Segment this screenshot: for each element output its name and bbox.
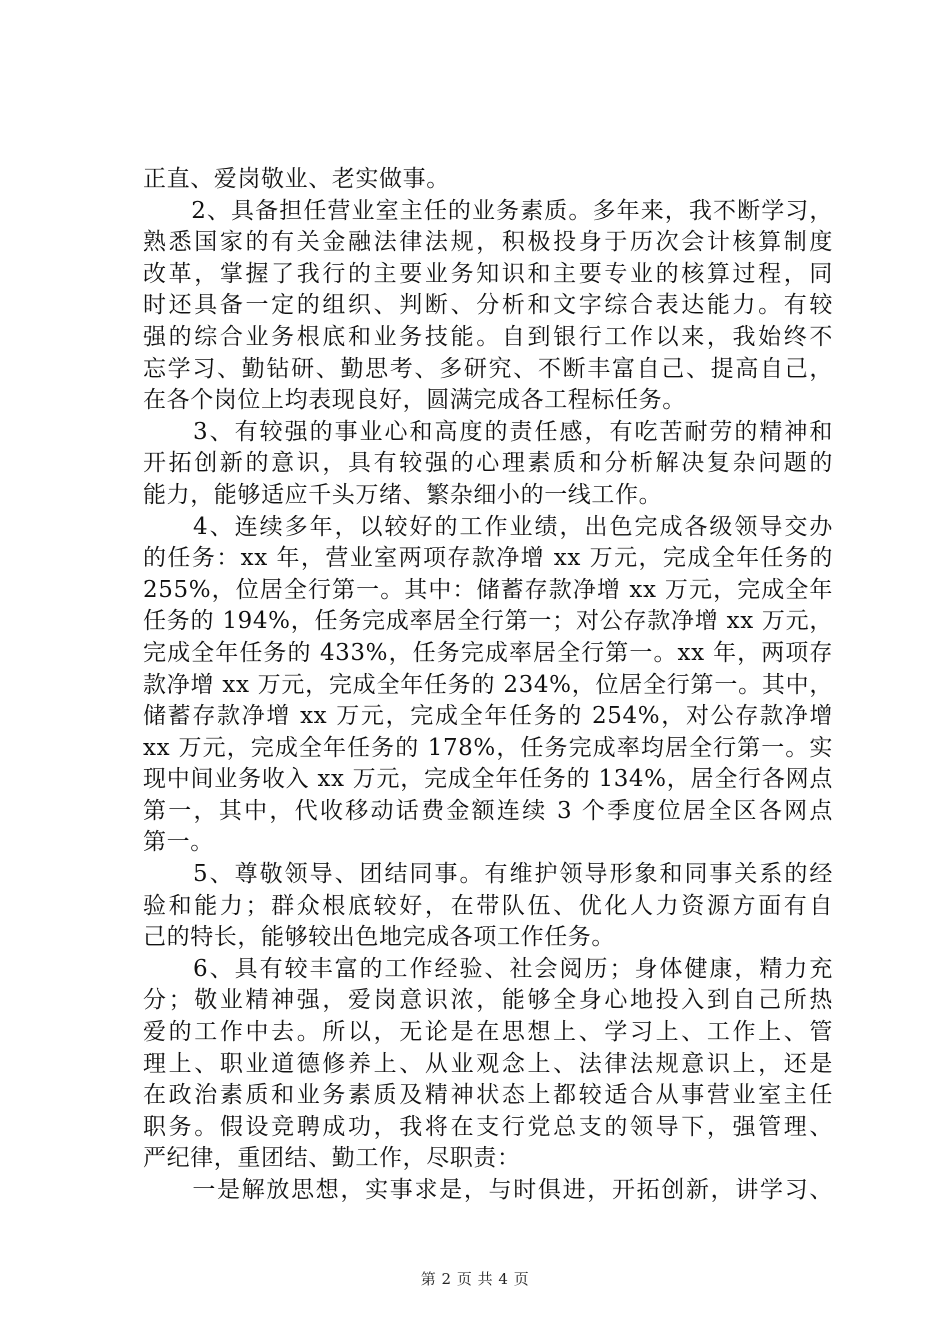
text-line: 职务。假设竞聘成功，我将在支行党总支的领导下，强管理、	[143, 1113, 833, 1140]
text-line: 己的特长，能够较出色地完成各项工作任务。	[143, 924, 615, 951]
text-line: 储蓄存款净增 xx 万元，完成全年任务的 254%，对公存款净增	[143, 703, 833, 730]
page-footer: 第 2 页 共 4 页	[420, 1270, 530, 1288]
text-line: 验和能力；群众根底较好，在带队伍、优化人力资源方面有自	[143, 892, 833, 919]
text-line: 忘学习、勤钻研、勤思考、多研究、不断丰富自己、提高自己，	[143, 355, 833, 382]
text-line: 能力，能够适应千头万绪、繁杂细小的一线工作。	[143, 481, 663, 508]
text-line: 6、具有较丰富的工作经验、社会阅历；身体健康，精力充	[143, 955, 833, 982]
text-line: 正直、爱岗敬业、老实做事。	[143, 166, 450, 192]
text-line: 任务的 194%，任务完成率居全行第一；对公存款净增 xx 万元，	[143, 608, 833, 635]
document-body	[143, 164, 833, 1207]
text-line: 强的综合业务根底和业务技能。自到银行工作以来，我始终不	[143, 323, 833, 350]
text-line: 255%，位居全行第一。其中：储蓄存款净增 xx 万元，完成全年	[143, 576, 833, 603]
text-line: 5、尊敬领导、团结同事。有维护领导形象和同事关系的经	[143, 861, 833, 888]
text-line: 完成全年任务的 433%，任务完成率居全行第一。xx 年，两项存	[143, 639, 833, 666]
text-line: 第一。	[143, 829, 214, 856]
text-line: 改革，掌握了我行的主要业务知识和主要专业的核算过程，同	[143, 260, 833, 287]
text-line: 3、有较强的事业心和高度的责任感，有吃苦耐劳的精神和	[143, 418, 833, 445]
text-line: 一是解放思想，实事求是，与时俱进，开拓创新，讲学习、	[143, 1177, 833, 1203]
text-line: xx 万元，完成全年任务的 178%，任务完成率均居全行第一。实	[143, 734, 833, 761]
text-line: 理上、职业道德修养上、从业观念上、法律法规意识上，还是	[143, 1050, 833, 1077]
text-line: 在政治素质和业务素质及精神状态上都较适合从事营业室主任	[143, 1082, 833, 1109]
text-line: 第一，其中，代收移动话费金额连续 3 个季度位居全区各网点	[143, 797, 833, 824]
text-line: 2、具备担任营业室主任的业务素质。多年来，我不断学习，	[143, 197, 833, 224]
text-line: 现中间业务收入 xx 万元，完成全年任务的 134%，居全行各网点	[143, 766, 833, 793]
text-line: 的任务：xx 年，营业室两项存款净增 xx 万元，完成全年任务的	[143, 545, 833, 572]
text-line: 4、连续多年，以较好的工作业绩，出色完成各级领导交办	[143, 513, 833, 540]
text-line: 开拓创新的意识，具有较强的心理素质和分析解决复杂问题的	[143, 450, 833, 477]
text-line: 爱的工作中去。所以，无论是在思想上、学习上、工作上、管	[143, 1019, 833, 1046]
text-line: 在各个岗位上均表现良好，圆满完成各工程标任务。	[143, 387, 686, 414]
text-line: 熟悉国家的有关金融法律法规，积极投身于历次会计核算制度	[143, 229, 833, 256]
text-line: 时还具备一定的组织、判断、分析和文字综合表达能力。有较	[143, 292, 833, 319]
text-line: 分；敬业精神强，爱岗意识浓，能够全身心地投入到自己所热	[143, 987, 833, 1014]
text-line: 款净增 xx 万元，完成全年任务的 234%，位居全行第一。其中，	[143, 671, 833, 698]
text-line: 严纪律，重团结、勤工作，尽职责：	[143, 1145, 521, 1172]
